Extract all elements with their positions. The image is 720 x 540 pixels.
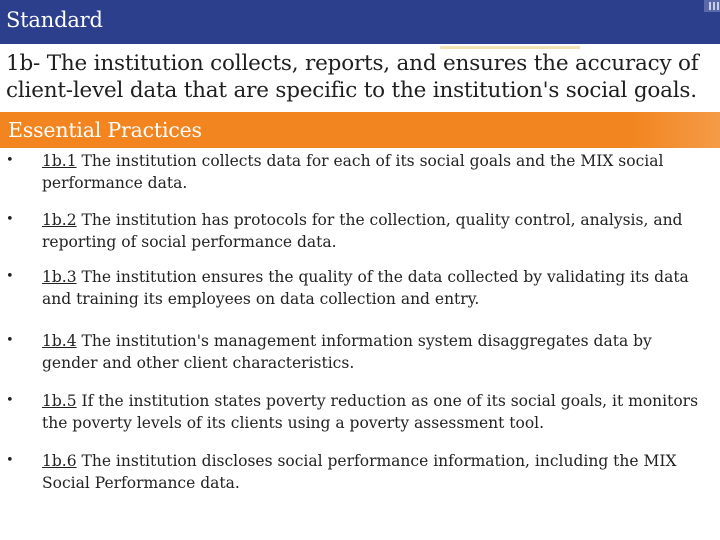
header-title: Standard xyxy=(6,8,103,32)
practice-code: 1b.5 xyxy=(42,392,77,410)
practice-text: The institution ensures the quality of the data collected by validating its data and training its employees on data collection and entry. xyxy=(42,268,689,308)
practice-text: The institution's management information system disaggregates data by gender and other client characteristics. xyxy=(42,332,652,372)
practice-text: If the institution states poverty reduction as one of its social goals, it monitors the poverty levels of its clients using a poverty assessment tool. xyxy=(42,392,699,432)
standard-statement: 1b- The institution collects, reports, and ensures the accuracy of client-level data that are specific to the institution's social goals. xyxy=(6,51,699,103)
bullet: • xyxy=(6,269,14,284)
corner-decoration xyxy=(680,0,720,44)
practice-text: The institution has protocols for the collection, quality control, analysis, and reporting of social performance data. xyxy=(42,211,683,251)
bullet: • xyxy=(6,212,14,227)
practice-code: 1b.6 xyxy=(42,452,77,470)
practice-text: The institution collects data for each of its social goals and the MIX social performance data. xyxy=(42,152,664,192)
section-bar xyxy=(0,112,720,148)
header-bar xyxy=(0,0,720,44)
bullet: • xyxy=(6,333,14,348)
practice-text: The institution discloses social performance information, including the MIX Social Performance data. xyxy=(42,452,677,492)
bullet: • xyxy=(6,453,14,468)
section-heading: Essential Practices xyxy=(8,118,202,142)
practice-code: 1b.4 xyxy=(42,332,77,350)
practice-code: 1b.1 xyxy=(42,152,77,170)
section-bar-shade xyxy=(630,112,720,148)
decorative-line xyxy=(440,46,580,49)
practice-code: 1b.3 xyxy=(42,268,77,286)
bullet: • xyxy=(6,153,14,168)
bullet: • xyxy=(6,393,14,408)
practice-code: 1b.2 xyxy=(42,211,77,229)
